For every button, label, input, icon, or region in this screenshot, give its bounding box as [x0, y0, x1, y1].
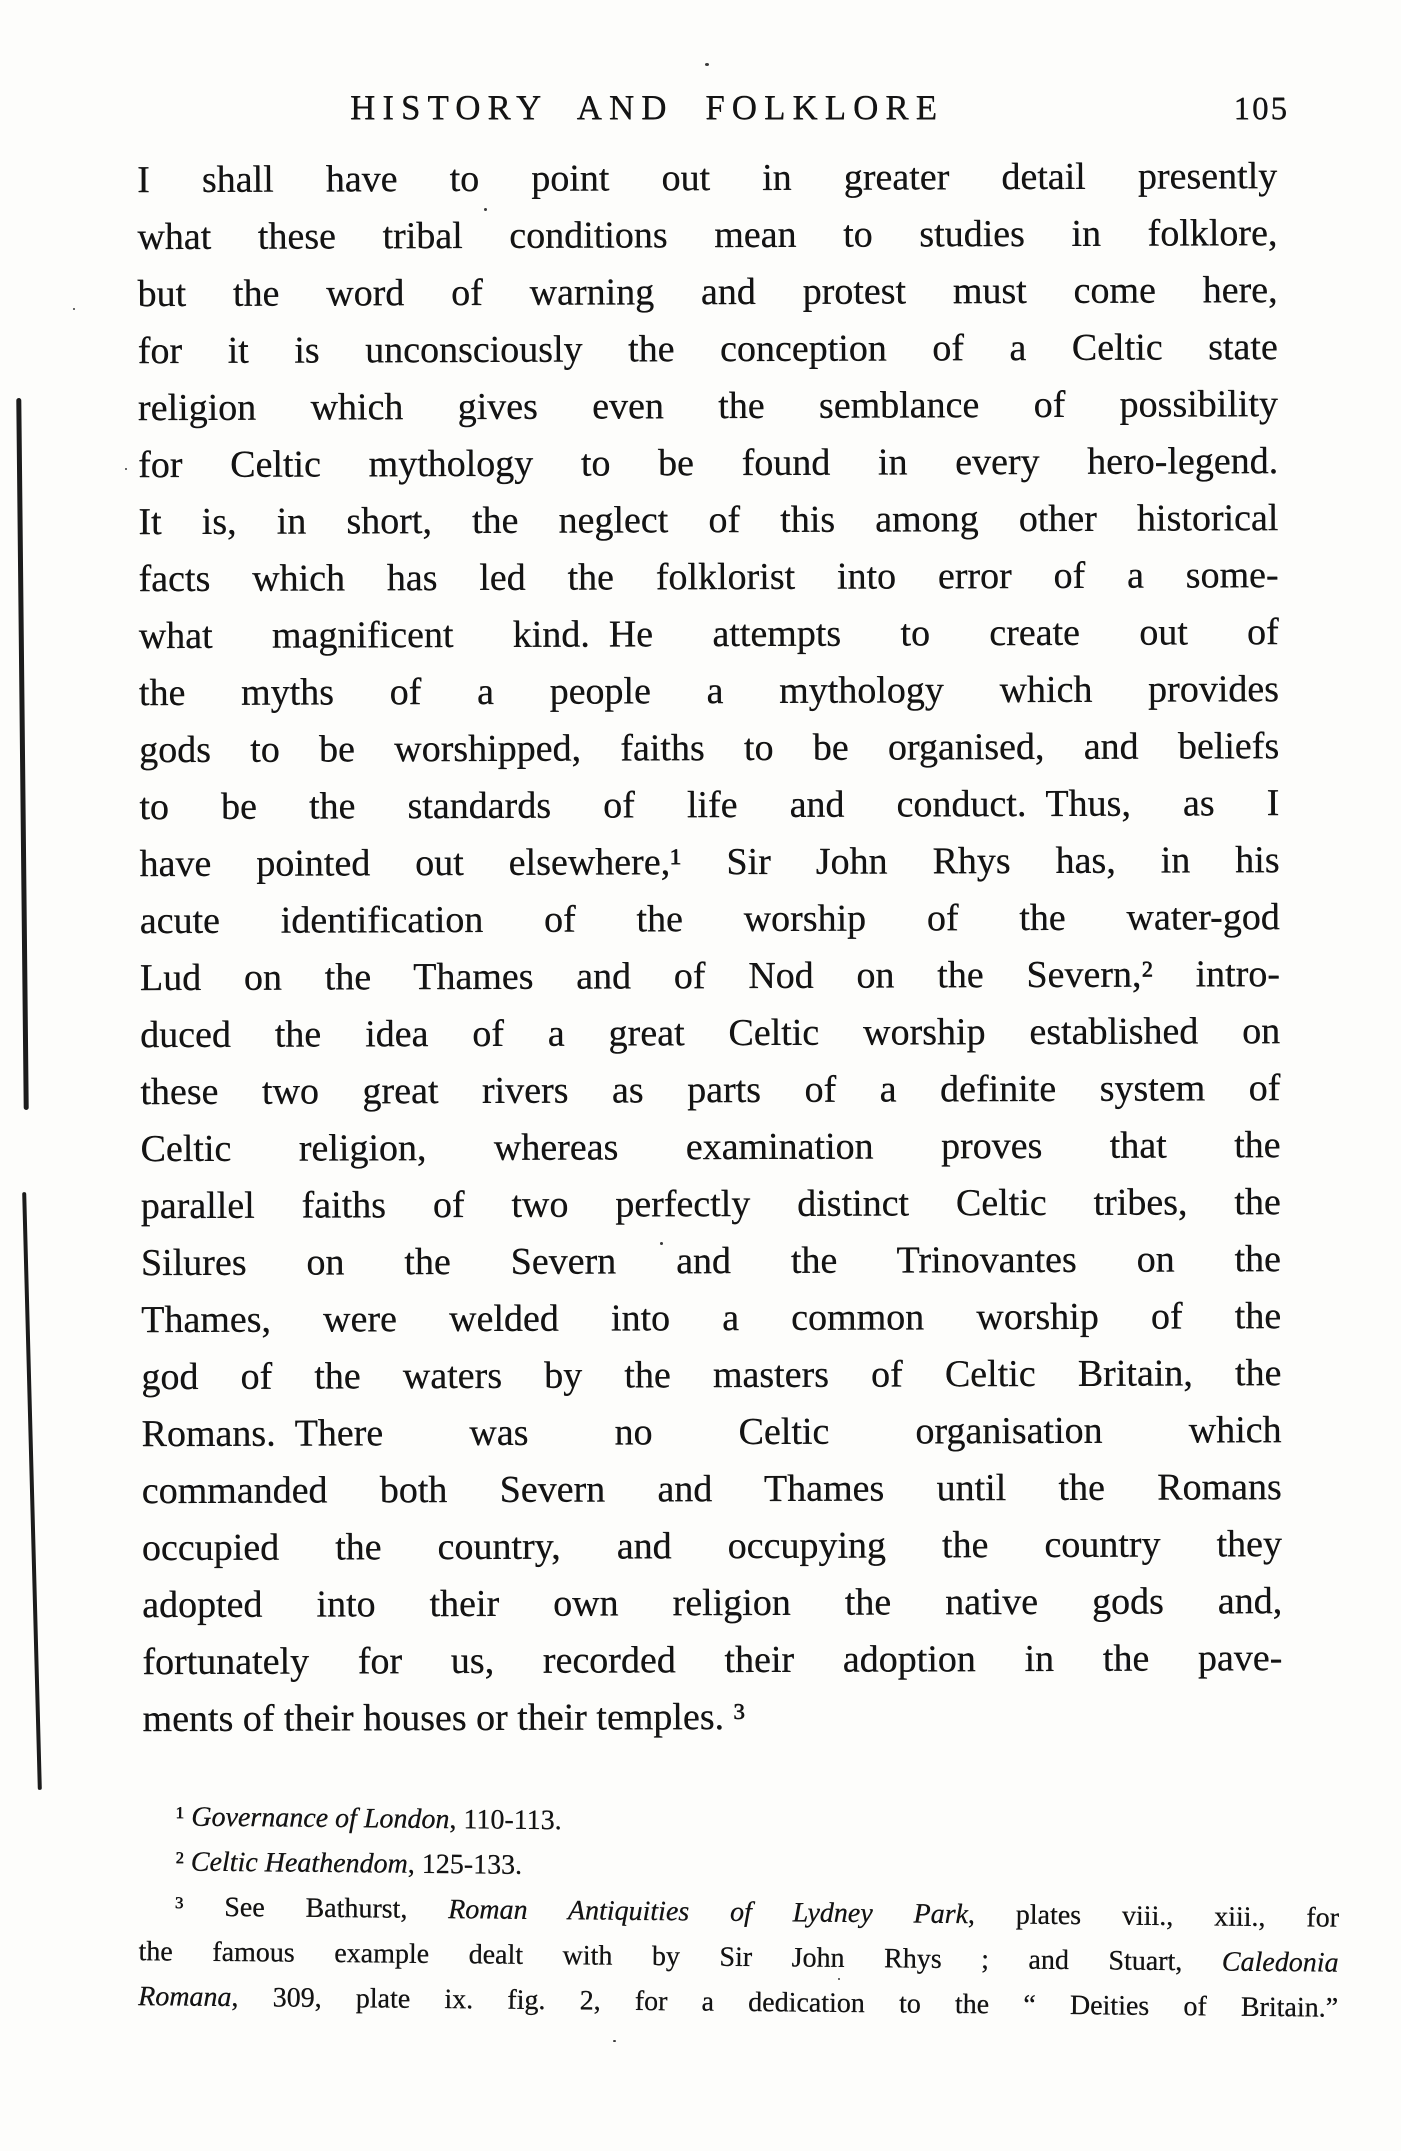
body-line: duced the idea of a great Celtic worship established on: [140, 1010, 1281, 1056]
footnote-marker: ¹: [175, 1801, 192, 1833]
body-line: Romans. There was no Celtic organisation which: [141, 1409, 1282, 1455]
body-line: for Celtic mythology to be found in every hero-legend.: [138, 440, 1279, 486]
body-line: It is, in short, the neglect of this among other historical: [138, 497, 1279, 543]
body-line: gods to be worshipped, faiths to be organised, and beliefs: [139, 725, 1280, 771]
body-line: adopted into their own religion the native gods and,: [141, 1580, 1283, 1626]
body-line: god of the waters by the masters of Celtic Britain, the: [141, 1352, 1282, 1398]
body-line: Silures on the Severn and the Trinovantes on the: [140, 1238, 1281, 1284]
page-body-text: [137, 148, 1283, 1748]
body-line: commanded both Severn and Thames until the Romans: [141, 1466, 1282, 1512]
scan-speck: [705, 63, 709, 66]
footnote-text: the famous example dealt with by Sir John Rhys ; and Stuart,: [138, 1935, 1222, 1978]
body-line: what these tribal conditions mean to studies in folklore,: [137, 212, 1278, 258]
body-line: the myths of a people a mythology which provides: [138, 668, 1279, 714]
running-header: [137, 88, 1289, 130]
footnote-work-title: Roman Antiquities of Lydney Park: [447, 1893, 969, 1930]
body-line: to be the standards of life and conduct. Thus, as I: [139, 782, 1280, 828]
body-line: occupied the country, and occupying the country they: [141, 1523, 1282, 1569]
body-line: ments of their houses or their temples. ³: [142, 1695, 745, 1740]
body-line: for it is unconsciously the conception of a Celtic state: [137, 326, 1278, 372]
scan-speck: [125, 468, 127, 470]
footnote-marker: ³ See Bathurst,: [174, 1891, 449, 1925]
footnote-text: , 110-113.: [449, 1803, 562, 1837]
body-line: acute identification of the worship of the water-god: [139, 896, 1280, 942]
body-line: but the word of warning and protest must come here,: [137, 269, 1278, 315]
text-block: [137, 88, 1289, 1748]
footnote-work-title: Celtic Heathendom: [190, 1846, 408, 1880]
body-line: I shall have to point out in greater detail presently: [137, 155, 1278, 201]
footnote-work-title: Governance of London: [191, 1801, 450, 1835]
scan-artifact-gutter-mark: [16, 398, 28, 1110]
footnote-text: , 125-133.: [407, 1848, 523, 1881]
page-title: HISTORY AND FOLKLORE: [350, 88, 944, 127]
body-line: these two great rivers as parts of a definite system of: [140, 1067, 1281, 1113]
scan-speck: [613, 2040, 616, 2042]
body-line: religion which gives even the semblance of possibility: [137, 383, 1278, 429]
footnote-work-title: Caledonia: [1221, 1946, 1339, 1979]
body-line: facts which has led the folklorist into error of a some-: [138, 554, 1279, 600]
body-line: what magnificent kind. He attempts to create out of: [138, 611, 1279, 657]
footnote-text: , 309, plate ix. fig. 2, for a dedication to the “ Deities of Britain.”: [231, 1981, 1339, 2024]
body-line: have pointed out elsewhere,¹ Sir John Rhys has, in his: [139, 839, 1280, 885]
footnote-text: , plates viii., xiii., for: [967, 1898, 1340, 1934]
body-line: Celtic religion, whereas examination proves that the: [140, 1124, 1281, 1170]
page-number: 105: [1233, 91, 1289, 127]
body-line: Thames, were welded into a common worship of the: [141, 1295, 1282, 1341]
body-line: fortunately for us, recorded their adoption in the pave-: [142, 1637, 1283, 1683]
footnotes-section: [138, 1794, 1340, 2031]
scan-speck: [73, 308, 75, 310]
body-line: Lud on the Thames and of Nod on the Severn,² intro-: [139, 953, 1280, 999]
footnote-marker: ²: [175, 1846, 191, 1878]
body-line: parallel faiths of two perfectly distinct Celtic tribes, the: [140, 1181, 1281, 1227]
scan-artifact-gutter-mark: [22, 1192, 42, 1790]
footnote-work-title: Romana: [137, 1980, 232, 2013]
